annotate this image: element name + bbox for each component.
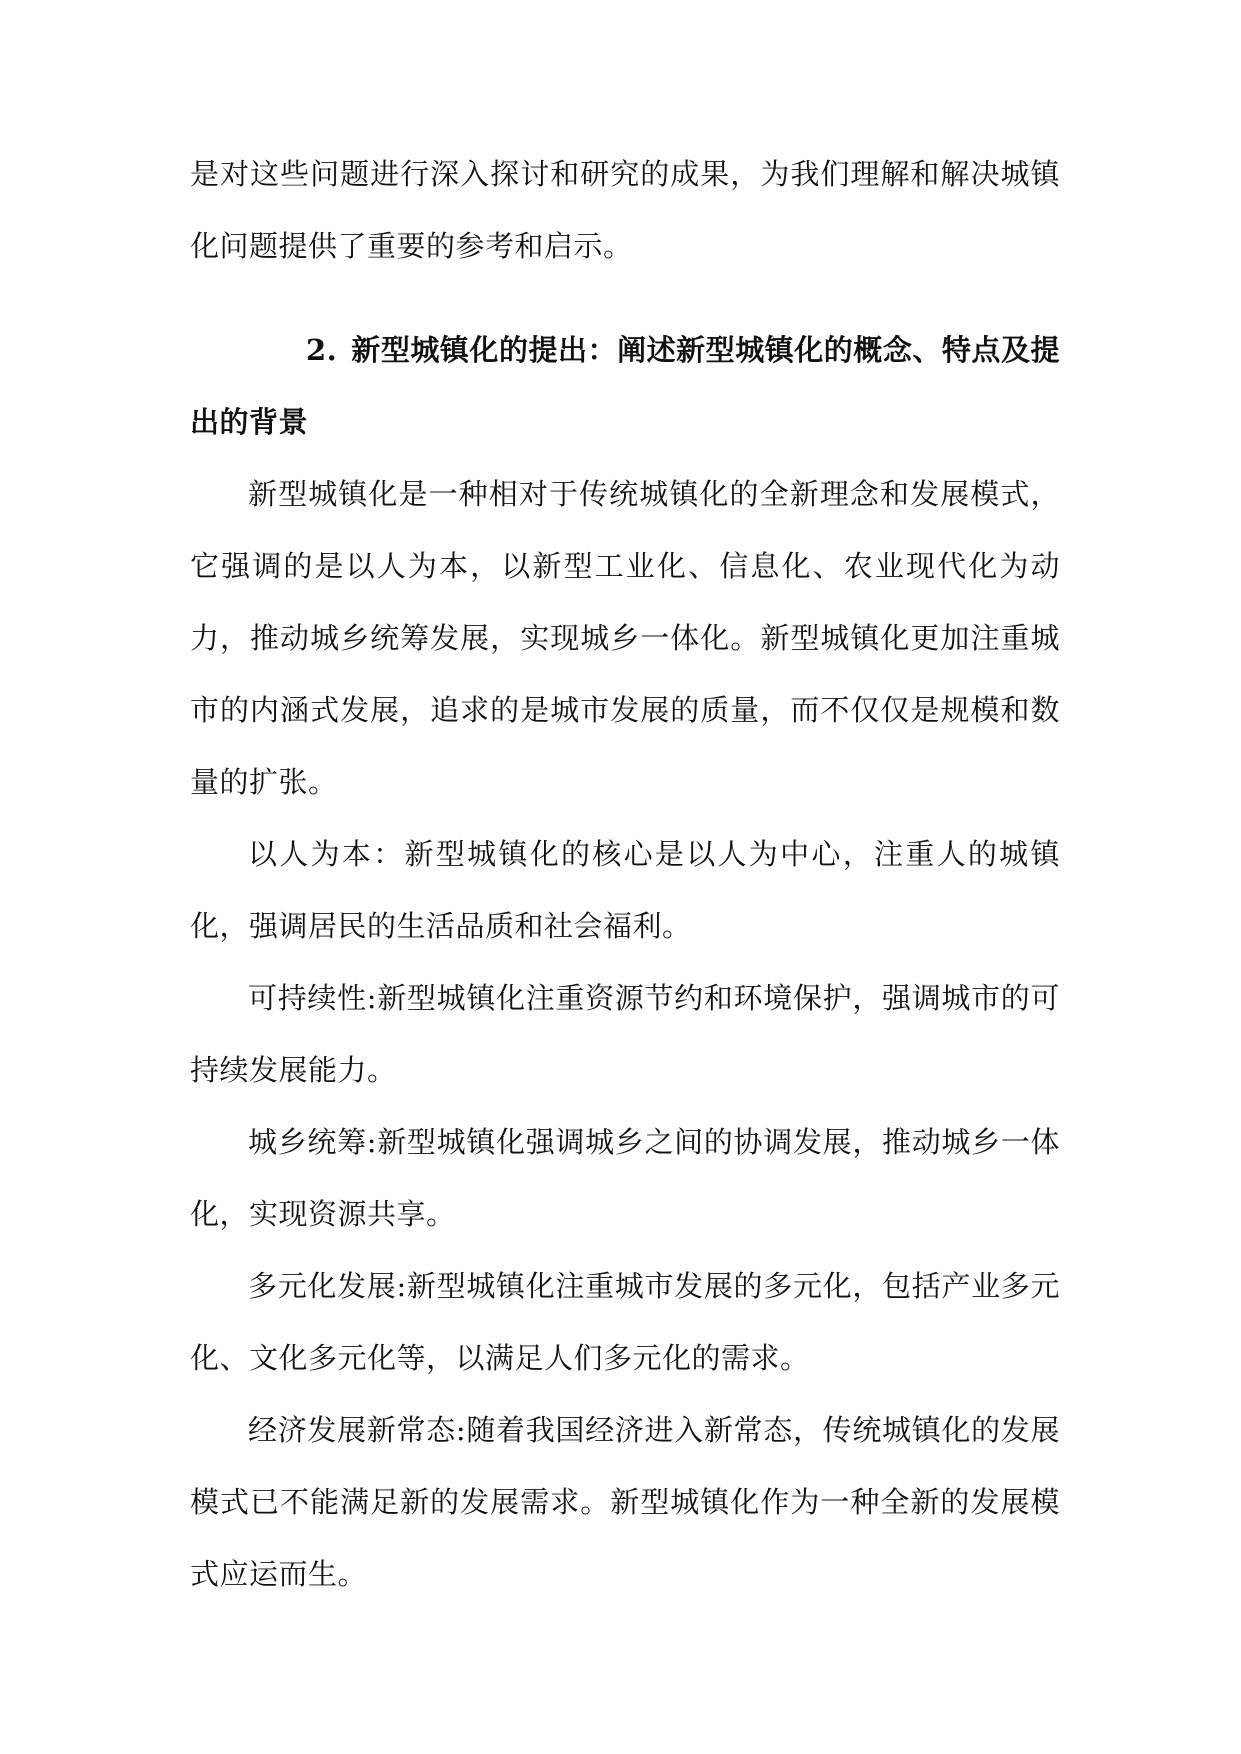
paragraph-people-oriented: 以人为本：新型城镇化的核心是以人为中心，注重人的城镇化，强调居民的生活品质和社会福利。 bbox=[190, 837, 1060, 943]
document-page bbox=[190, 138, 1060, 1610]
paragraph-new-normal: 经济发展新常态:随着我国经济进入新常态，传统城镇化的发展模式已不能满足新的发展需求。新型城镇化作为一种全新的发展模式应运而生。 bbox=[190, 1413, 1060, 1591]
paragraph-sustainability: 可持续性:新型城镇化注重资源节约和环境保护，强调城市的可持续发展能力。 bbox=[190, 981, 1060, 1087]
section-heading bbox=[190, 314, 1060, 458]
section-number: 2. bbox=[306, 333, 338, 367]
paragraph-urban-rural: 城乡统筹:新型城镇化强调城乡之间的协调发展，推动城乡一体化，实现资源共享。 bbox=[190, 1125, 1060, 1231]
paragraph-diversification: 多元化发展:新型城镇化注重城市发展的多元化，包括产业多元化、文化多元化等，以满足人们多元化的需求。 bbox=[190, 1269, 1060, 1375]
section-heading-text: 新型城镇化的提出：阐述新型城镇化的概念、特点及提出的背景 bbox=[190, 333, 1060, 439]
paragraph-concept: 新型城镇化是一种相对于传统城镇化的全新理念和发展模式，它强调的是以人为本，以新型工业化、信息化、农业现代化为动力，推动城乡统筹发展，实现城乡一体化。新型城镇化更加注重城市的内涵式发展，追求的是城市发展的质量，而不仅仅是规模和数量的扩张。 bbox=[190, 477, 1060, 799]
paragraph-continuation: 是对这些问题进行深入探讨和研究的成果，为我们理解和解决城镇化问题提供了重要的参考和启示。 bbox=[190, 157, 1060, 263]
